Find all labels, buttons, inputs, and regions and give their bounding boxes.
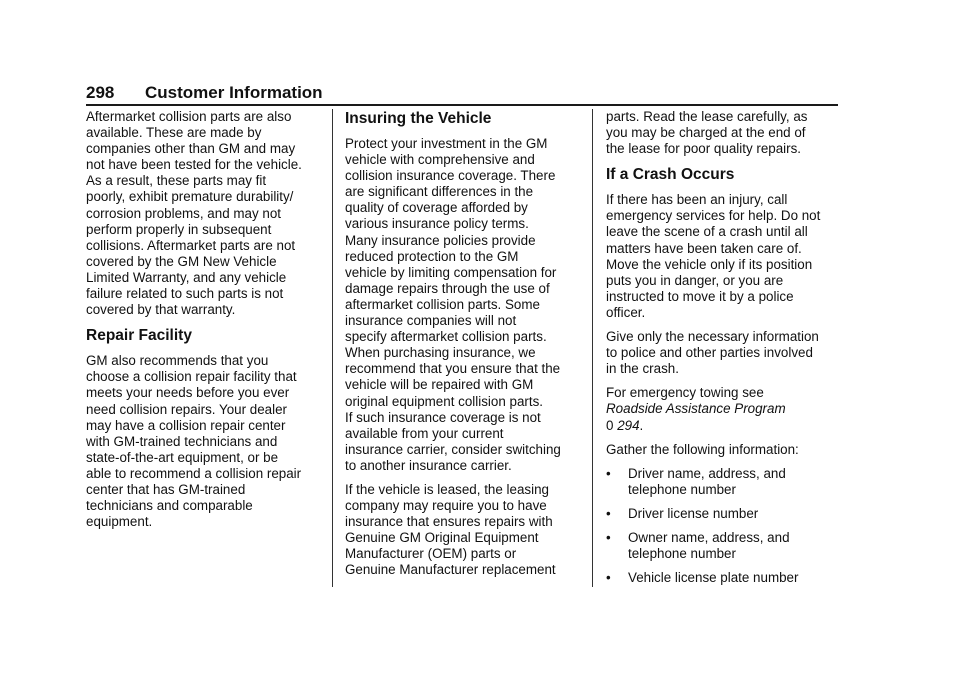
text-line: collision insurance coverage. There <box>345 168 556 184</box>
text-line: insurance companies will not <box>345 313 517 329</box>
injury-paragraph <box>606 192 842 321</box>
text-line: insurance that ensures repairs with <box>345 514 553 530</box>
text-line: company may require you to have <box>345 498 547 514</box>
text-line: with GM-trained technicians and <box>86 433 278 449</box>
page-header <box>86 82 838 104</box>
text-line: If there has been an injury, call <box>606 192 788 208</box>
text-line: are significant differences in the <box>345 184 534 200</box>
text-line: As a result, these parts may fit <box>86 173 267 189</box>
text-line: insurance carrier, consider switching <box>345 441 561 457</box>
aftermarket-parts-paragraph <box>86 109 322 318</box>
text-line: to another insurance carrier. <box>345 457 512 473</box>
text-line: state-of-the-art equipment, or be <box>86 449 279 465</box>
text-line: to police and other parties involved <box>606 345 813 361</box>
text-line: When purchasing insurance, we <box>345 345 536 361</box>
text-line: leave the scene of a crash until all <box>606 224 808 240</box>
text-line: emergency services for help. Do not <box>606 208 821 224</box>
text-line: not have been tested for the vehicle. <box>86 157 302 173</box>
text-line: poorly, exhibit premature durability/ <box>86 189 294 205</box>
text-line: Manufacturer (OEM) parts or <box>345 546 517 562</box>
text-line: Driver name, address, and <box>628 465 786 481</box>
page-reference-link[interactable]: 294 <box>617 417 640 433</box>
text-line: Genuine Manufacturer replacement <box>345 562 556 578</box>
column-2 <box>345 109 580 587</box>
text-line: covered by the GM New Vehicle <box>86 253 277 269</box>
text-line: reduced protection to the GM <box>345 248 519 264</box>
text-line: puts you in danger, or you are <box>606 272 784 288</box>
text-line: instructed to move it by a police <box>606 288 794 304</box>
repair-facility-heading: Repair Facility <box>86 327 192 345</box>
page-title: Customer Information <box>145 83 323 102</box>
sentence-period: . <box>639 417 644 433</box>
text-line: choose a collision repair facility that <box>86 369 297 385</box>
text-line: various insurance policy terms. <box>345 216 529 232</box>
text-line: collisions. Aftermarket parts are not <box>86 237 296 253</box>
text-line: equipment. <box>86 514 153 530</box>
text-line: Give only the necessary information <box>606 329 819 345</box>
text-line: need collision repairs. Your dealer <box>86 401 287 417</box>
text-line: GM also recommends that you <box>86 353 269 369</box>
list-item <box>606 506 842 522</box>
text-line: may have a collision repair center <box>86 417 286 433</box>
text-line: companies other than GM and may <box>86 141 296 157</box>
text-line: vehicle with comprehensive and <box>345 152 535 168</box>
bullet-icon: • <box>606 505 611 521</box>
text-line: Genuine GM Original Equipment <box>345 530 539 546</box>
bullet-icon: • <box>606 570 611 586</box>
text-line: officer. <box>606 304 646 320</box>
text-line: available. These are made by <box>86 125 262 141</box>
text-line: covered by that warranty. <box>86 302 236 318</box>
leased-vehicle-paragraph <box>345 482 580 579</box>
text-line: telephone number <box>628 546 736 562</box>
text-line: quality of coverage afforded by <box>345 200 528 216</box>
text-line: Protect your investment in the GM <box>345 136 548 151</box>
text-line: If the vehicle is leased, the leasing <box>345 481 549 497</box>
text-line: failure related to such parts is not <box>86 286 284 302</box>
header-rule <box>86 104 838 106</box>
text-line: you may be charged at the end of <box>606 125 806 141</box>
text-line: damage repairs through the use of <box>345 280 550 296</box>
gather-info-paragraph: Gather the following information: <box>606 441 799 457</box>
insurance-paragraph <box>345 136 580 474</box>
text-line: able to recommend a collision repair <box>86 465 302 481</box>
text-line: center that has GM-trained <box>86 481 246 497</box>
text-line: telephone number <box>628 481 736 497</box>
text-line: Owner name, address, and <box>628 529 790 545</box>
text-line: specify aftermarket collision parts. <box>345 329 547 345</box>
text-line: the lease for poor quality repairs. <box>606 141 802 157</box>
text-line: Limited Warranty, and any vehicle <box>86 269 287 285</box>
column-3 <box>606 109 842 594</box>
text-line: Many insurance policies provide <box>345 232 536 248</box>
towing-paragraph <box>606 385 842 433</box>
text-line: perform properly in subsequent <box>86 221 272 237</box>
list-item <box>606 530 842 562</box>
page-number: 298 <box>86 83 115 102</box>
crash-occurs-heading: If a Crash Occurs <box>606 166 735 184</box>
bullet-icon: • <box>606 465 611 481</box>
text-line: If such insurance coverage is not <box>345 409 541 425</box>
text-line: matters have been taken care of. <box>606 240 802 256</box>
text-line: For emergency towing see <box>606 385 764 401</box>
text-line: vehicle will be repaired with GM <box>345 377 534 393</box>
bullet-icon: • <box>606 529 611 545</box>
text-line: vehicle by limiting compensation for <box>345 264 557 280</box>
insuring-vehicle-heading: Insuring the Vehicle <box>345 110 492 127</box>
text-line: corrosion problems, and may not <box>86 205 282 221</box>
text-line: technicians and comparable <box>86 498 253 514</box>
text-line: meets your needs before you ever <box>86 385 290 401</box>
text-line: recommend that you ensure that the <box>345 361 561 377</box>
repair-facility-paragraph <box>86 353 322 530</box>
text-line: parts. Read the lease carefully, as <box>606 109 808 124</box>
lease-continuation-paragraph <box>606 109 842 157</box>
roadside-assistance-link[interactable]: Roadside Assistance Program <box>606 401 786 417</box>
text-line: Move the vehicle only if its position <box>606 256 813 272</box>
page-reference-arrow-icon: 0 <box>606 417 614 433</box>
text-line: Aftermarket collision parts are also <box>86 109 292 124</box>
text-line: Vehicle license plate number <box>628 570 799 586</box>
text-line: in the crash. <box>606 361 679 377</box>
list-item <box>606 570 842 586</box>
list-item <box>606 466 842 498</box>
text-line: aftermarket collision parts. Some <box>345 296 540 312</box>
text-line: Driver license number <box>628 505 759 521</box>
column-1 <box>86 109 322 538</box>
column-divider-left <box>332 109 333 587</box>
column-divider-right <box>592 109 593 587</box>
information-paragraph <box>606 329 842 377</box>
text-line: available from your current <box>345 425 504 441</box>
text-line: original equipment collision parts. <box>345 393 543 409</box>
